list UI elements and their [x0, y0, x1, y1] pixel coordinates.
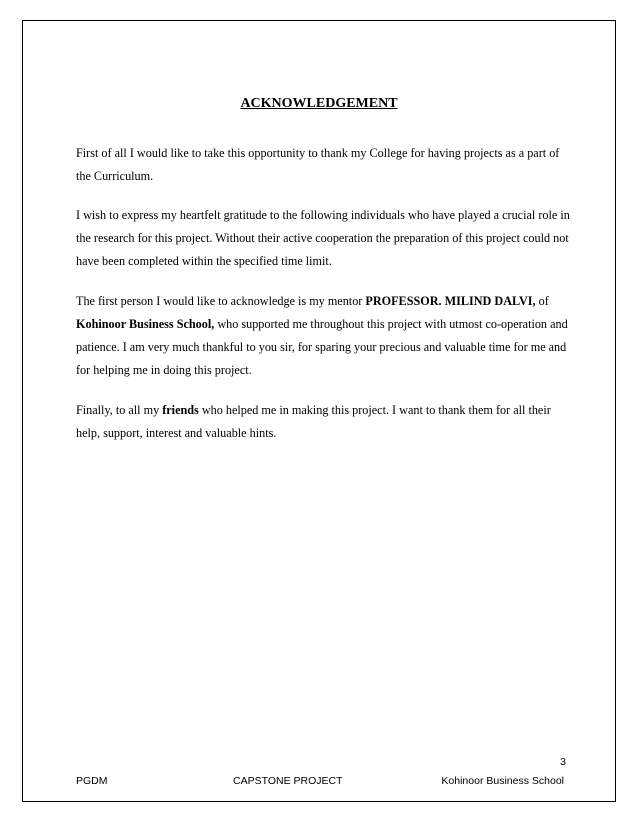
paragraph-friends [76, 399, 576, 445]
paragraph-intro: First of all I would like to take this opportunity to thank my College for having projects as a part of the Curriculum. [76, 146, 560, 183]
footer-left: PGDM [76, 775, 108, 787]
mentor-text-c: who supported me throughout this project with utmost co-operation and patience. I am very much thankful to you sir, for sparing your precious and valuable time for me and for helping me in doing this project. [76, 317, 568, 377]
friends-word: friends [162, 403, 199, 417]
paragraph-mentor [76, 290, 576, 382]
mentor-name: PROFESSOR. MILIND DALVI, [365, 294, 536, 308]
footer-right: Kohinoor Business School [441, 775, 564, 787]
paragraph-gratitude: I wish to express my heartfelt gratitude to the following individuals who have played a crucial role in the research for this project. Without their active cooperation the preparation of this project could not have been completed within the specified time limit. [76, 208, 570, 268]
mentor-text-b: of [535, 294, 549, 308]
school-name: Kohinoor Business School, [76, 317, 215, 331]
page-number: 3 [560, 756, 566, 768]
mentor-text-a: The first person I would like to acknowledge is my mentor [76, 294, 366, 308]
footer-center: CAPSTONE PROJECT [233, 775, 343, 787]
friends-text-b: who helped me in making this project. I want to thank them for all their help, support, interest and valuable hints. [76, 403, 551, 440]
page-title: ACKNOWLEDGEMENT [240, 96, 398, 111]
friends-text-a: Finally, to all my [76, 403, 163, 417]
